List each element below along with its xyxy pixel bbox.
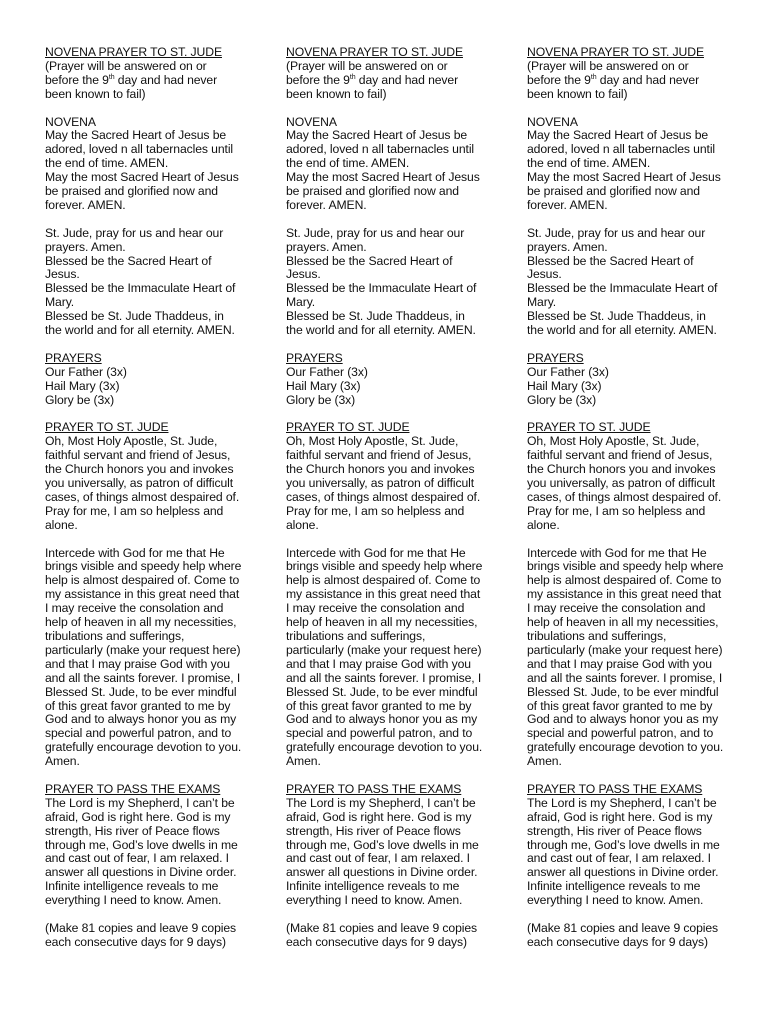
intercede-line: and all the saints forever. I promise, I — [286, 670, 482, 685]
subtitle-line: (Prayer will be answered on or — [45, 58, 207, 73]
jude-line: cases, of things almost despaired of. — [286, 489, 481, 504]
intercede-line: gratefully encourage devotion to you. — [286, 740, 483, 755]
blessing-line: the world and for all eternity. AMEN. — [527, 323, 717, 338]
prayers-heading: PRAYERS — [286, 350, 343, 365]
exams-line: everything I need to know. Amen. — [45, 893, 222, 908]
copies-line: (Make 81 copies and leave 9 copies — [527, 920, 719, 935]
exams-heading: PRAYER TO PASS THE EXAMS — [527, 781, 703, 796]
novena-line: the end of time. AMEN. — [45, 156, 169, 171]
exams-heading: PRAYER TO PASS THE EXAMS — [45, 781, 221, 796]
jude-line: alone. — [45, 517, 78, 532]
subtitle-line: (Prayer will be answered on or — [286, 58, 448, 73]
novena-line: be praised and glorified now and — [45, 184, 218, 199]
intercede-line: tribulations and sufferings, — [286, 628, 426, 643]
exams-line: everything I need to know. Amen. — [527, 893, 704, 908]
blessing-line: Blessed be St. Jude Thaddeus, in — [45, 309, 224, 324]
exams-heading: PRAYER TO PASS THE EXAMS — [286, 781, 462, 796]
intercede-line: help of heaven in all my necessities, — [286, 615, 478, 630]
jude-line: faithful servant and friend of Jesus, — [45, 448, 231, 463]
exams-line: The Lord is my Shepherd, I can’t be — [527, 795, 717, 810]
intercede-line: my assistance in this great need that — [527, 587, 722, 602]
jude-line: Pray for me, I am so helpless and — [527, 503, 706, 518]
novena-line: May the Sacred Heart of Jesus be — [527, 128, 709, 143]
intercede-line: of this great favor granted to me by — [527, 698, 713, 713]
subtitle-line: before the 9th day and had never — [286, 72, 459, 87]
novena-line: May the Sacred Heart of Jesus be — [286, 128, 468, 143]
copies-line: each consecutive days for 9 days) — [45, 934, 226, 949]
jude-line: you universally, as patron of difficult — [286, 476, 475, 491]
intercede-line: I may receive the consolation and — [286, 601, 465, 616]
intercede-line: I may receive the consolation and — [527, 601, 706, 616]
exams-line: strength, His river of Peace flows — [45, 823, 220, 838]
exams-line: strength, His river of Peace flows — [286, 823, 461, 838]
prayer-column-3 — [527, 46, 763, 950]
jude-line: you universally, as patron of difficult — [527, 476, 716, 491]
exams-line: answer all questions in Divine order. — [286, 865, 478, 880]
spacer — [286, 908, 522, 922]
intercede-line: God and to always honor you as my — [527, 712, 719, 727]
jude-line: cases, of things almost despaired of. — [45, 489, 240, 504]
exams-line: The Lord is my Shepherd, I can’t be — [286, 795, 476, 810]
prayers-line: Glory be (3x) — [527, 392, 597, 407]
jude-line: Oh, Most Holy Apostle, St. Jude, — [527, 434, 700, 449]
blessing-line: Blessed be St. Jude Thaddeus, in — [527, 309, 706, 324]
blessing-line: the world and for all eternity. AMEN. — [286, 323, 476, 338]
exams-line: through me, God’s love dwells in me — [286, 837, 479, 852]
intercede-line: Amen. — [45, 754, 80, 769]
intercede-line: help is almost despaired of. Come to — [527, 573, 722, 588]
blessing-line: St. Jude, pray for us and hear our — [527, 225, 706, 240]
spacer — [527, 408, 763, 422]
intercede-line: brings visible and speedy help where — [45, 559, 242, 574]
spacer — [527, 769, 763, 783]
subtitle-line: (Prayer will be answered on or — [527, 58, 689, 73]
spacer — [286, 102, 522, 116]
intercede-line: brings visible and speedy help where — [286, 559, 483, 574]
intercede-line: help of heaven in all my necessities, — [527, 615, 719, 630]
intercede-line: of this great favor granted to me by — [45, 698, 231, 713]
prayers-line: Our Father (3x) — [527, 364, 609, 379]
jude-line: the Church honors you and invokes — [286, 462, 475, 477]
jude-heading: PRAYER TO ST. JUDE — [45, 420, 169, 435]
novena-line: be praised and glorified now and — [286, 184, 459, 199]
spacer — [286, 533, 522, 547]
jude-line: you universally, as patron of difficult — [45, 476, 234, 491]
jude-line: Pray for me, I am so helpless and — [45, 503, 224, 518]
jude-heading: PRAYER TO ST. JUDE — [527, 420, 651, 435]
exams-line: and cast out of fear, I am relaxed. I — [527, 851, 711, 866]
novena-heading: NOVENA — [45, 114, 96, 129]
exams-line: through me, God’s love dwells in me — [527, 837, 720, 852]
jude-line: alone. — [286, 517, 319, 532]
prayers-line: Our Father (3x) — [286, 364, 368, 379]
prayers-line: Glory be (3x) — [45, 392, 115, 407]
exams-line: and cast out of fear, I am relaxed. I — [286, 851, 470, 866]
novena-line: the end of time. AMEN. — [286, 156, 410, 171]
blessing-line: St. Jude, pray for us and hear our — [45, 225, 224, 240]
novena-line: forever. AMEN. — [286, 197, 367, 212]
blessing-line: prayers. Amen. — [527, 239, 608, 254]
blessing-line: Mary. — [45, 295, 75, 310]
exams-line: answer all questions in Divine order. — [45, 865, 237, 880]
spacer — [527, 213, 763, 227]
blessing-line: St. Jude, pray for us and hear our — [286, 225, 465, 240]
blessing-line: prayers. Amen. — [45, 239, 126, 254]
blessing-line: Jesus. — [45, 267, 80, 282]
subtitle-line: been known to fail) — [527, 86, 628, 101]
exams-line: afraid, God is right here. God is my — [286, 809, 472, 824]
intercede-line: my assistance in this great need that — [286, 587, 481, 602]
spacer — [527, 102, 763, 116]
exams-line: through me, God’s love dwells in me — [45, 837, 238, 852]
novena-title: NOVENA PRAYER TO ST. JUDE — [286, 45, 463, 59]
prayers-heading: PRAYERS — [45, 350, 102, 365]
intercede-line: and all the saints forever. I promise, I — [45, 670, 241, 685]
intercede-line: particularly (make your request here) — [45, 642, 241, 657]
novena-line: adored, loved n all tabernacles until — [286, 142, 475, 157]
jude-line: Oh, Most Holy Apostle, St. Jude, — [286, 434, 459, 449]
spacer — [45, 769, 281, 783]
intercede-line: tribulations and sufferings, — [45, 628, 185, 643]
spacer — [45, 408, 281, 422]
prayers-line: Our Father (3x) — [45, 364, 127, 379]
blessing-line: prayers. Amen. — [286, 239, 367, 254]
copies-line: (Make 81 copies and leave 9 copies — [286, 920, 478, 935]
prayers-line: Hail Mary (3x) — [286, 378, 361, 393]
prayers-line: Hail Mary (3x) — [45, 378, 120, 393]
novena-line: the end of time. AMEN. — [527, 156, 651, 171]
spacer — [286, 213, 522, 227]
spacer — [527, 338, 763, 352]
intercede-line: Blessed St. Jude, to be ever mindful — [527, 684, 719, 699]
spacer — [45, 102, 281, 116]
intercede-line: help is almost despaired of. Come to — [45, 573, 240, 588]
intercede-line: Amen. — [286, 754, 321, 769]
novena-line: adored, loved n all tabernacles until — [45, 142, 234, 157]
intercede-line: Amen. — [527, 754, 562, 769]
intercede-line: gratefully encourage devotion to you. — [45, 740, 242, 755]
novena-title: NOVENA PRAYER TO ST. JUDE — [527, 45, 704, 59]
novena-heading: NOVENA — [286, 114, 337, 129]
intercede-line: special and powerful patron, and to — [45, 726, 232, 741]
prayer-column-1 — [45, 46, 281, 950]
novena-heading: NOVENA — [527, 114, 578, 129]
jude-heading: PRAYER TO ST. JUDE — [286, 420, 410, 435]
spacer — [45, 213, 281, 227]
intercede-line: Blessed St. Jude, to be ever mindful — [286, 684, 478, 699]
intercede-line: I may receive the consolation and — [45, 601, 224, 616]
novena-line: May the most Sacred Heart of Jesus — [527, 170, 721, 185]
intercede-line: special and powerful patron, and to — [527, 726, 714, 741]
subtitle-line: been known to fail) — [286, 86, 387, 101]
spacer — [286, 769, 522, 783]
exams-line: and cast out of fear, I am relaxed. I — [45, 851, 229, 866]
blessing-line: Blessed be the Immaculate Heart of — [286, 281, 477, 296]
copies-line: (Make 81 copies and leave 9 copies — [45, 920, 237, 935]
spacer — [527, 533, 763, 547]
novena-line: be praised and glorified now and — [527, 184, 700, 199]
spacer — [527, 908, 763, 922]
copies-line: each consecutive days for 9 days) — [286, 934, 467, 949]
blessing-line: Blessed be St. Jude Thaddeus, in — [286, 309, 465, 324]
intercede-line: God and to always honor you as my — [286, 712, 478, 727]
blessing-line: Mary. — [286, 295, 316, 310]
exams-line: Infinite intelligence reveals to me — [527, 879, 701, 894]
copies-line: each consecutive days for 9 days) — [527, 934, 708, 949]
intercede-line: special and powerful patron, and to — [286, 726, 473, 741]
intercede-line: and all the saints forever. I promise, I — [527, 670, 723, 685]
blessing-line: Blessed be the Immaculate Heart of — [527, 281, 718, 296]
intercede-line: help of heaven in all my necessities, — [45, 615, 237, 630]
spacer — [45, 908, 281, 922]
prayers-line: Glory be (3x) — [286, 392, 356, 407]
novena-line: forever. AMEN. — [527, 197, 608, 212]
intercede-line: help is almost despaired of. Come to — [286, 573, 481, 588]
intercede-line: gratefully encourage devotion to you. — [527, 740, 724, 755]
spacer — [45, 338, 281, 352]
subtitle-line: been known to fail) — [45, 86, 146, 101]
exams-line: afraid, God is right here. God is my — [527, 809, 713, 824]
intercede-line: Blessed St. Jude, to be ever mindful — [45, 684, 237, 699]
intercede-line: God and to always honor you as my — [45, 712, 237, 727]
intercede-line: brings visible and speedy help where — [527, 559, 724, 574]
intercede-line: particularly (make your request here) — [527, 642, 723, 657]
exams-line: strength, His river of Peace flows — [527, 823, 702, 838]
jude-line: alone. — [527, 517, 560, 532]
novena-line: May the Sacred Heart of Jesus be — [45, 128, 227, 143]
novena-line: adored, loved n all tabernacles until — [527, 142, 716, 157]
subtitle-line: before the 9th day and had never — [45, 72, 218, 87]
spacer — [286, 408, 522, 422]
spacer — [286, 338, 522, 352]
novena-line: forever. AMEN. — [45, 197, 126, 212]
subtitle-line: before the 9th day and had never — [527, 72, 700, 87]
intercede-line: tribulations and sufferings, — [527, 628, 667, 643]
intercede-line: and that I may praise God with you — [45, 656, 230, 671]
jude-line: Oh, Most Holy Apostle, St. Jude, — [45, 434, 218, 449]
blessing-line: Mary. — [527, 295, 557, 310]
exams-line: Infinite intelligence reveals to me — [286, 879, 460, 894]
jude-line: faithful servant and friend of Jesus, — [527, 448, 713, 463]
prayer-column-2 — [286, 46, 522, 950]
exams-line: answer all questions in Divine order. — [527, 865, 719, 880]
jude-line: the Church honors you and invokes — [45, 462, 234, 477]
intercede-line: and that I may praise God with you — [286, 656, 471, 671]
blessing-line: Blessed be the Sacred Heart of — [527, 253, 694, 268]
spacer — [45, 533, 281, 547]
jude-line: Pray for me, I am so helpless and — [286, 503, 465, 518]
novena-title: NOVENA PRAYER TO ST. JUDE — [45, 45, 222, 59]
blessing-line: the world and for all eternity. AMEN. — [45, 323, 235, 338]
intercede-line: particularly (make your request here) — [286, 642, 482, 657]
blessing-line: Blessed be the Sacred Heart of — [286, 253, 453, 268]
blessing-line: Blessed be the Sacred Heart of — [45, 253, 212, 268]
exams-line: afraid, God is right here. God is my — [45, 809, 231, 824]
jude-line: cases, of things almost despaired of. — [527, 489, 722, 504]
intercede-line: Intercede with God for me that He — [527, 545, 707, 560]
jude-line: the Church honors you and invokes — [527, 462, 716, 477]
novena-line: May the most Sacred Heart of Jesus — [45, 170, 239, 185]
blessing-line: Blessed be the Immaculate Heart of — [45, 281, 236, 296]
intercede-line: my assistance in this great need that — [45, 587, 240, 602]
blessing-line: Jesus. — [527, 267, 562, 282]
intercede-line: and that I may praise God with you — [527, 656, 712, 671]
exams-line: everything I need to know. Amen. — [286, 893, 463, 908]
exams-line: Infinite intelligence reveals to me — [45, 879, 219, 894]
prayers-line: Hail Mary (3x) — [527, 378, 602, 393]
novena-line: May the most Sacred Heart of Jesus — [286, 170, 480, 185]
jude-line: faithful servant and friend of Jesus, — [286, 448, 472, 463]
blessing-line: Jesus. — [286, 267, 321, 282]
prayers-heading: PRAYERS — [527, 350, 584, 365]
intercede-line: of this great favor granted to me by — [286, 698, 472, 713]
intercede-line: Intercede with God for me that He — [286, 545, 466, 560]
exams-line: The Lord is my Shepherd, I can’t be — [45, 795, 235, 810]
intercede-line: Intercede with God for me that He — [45, 545, 225, 560]
